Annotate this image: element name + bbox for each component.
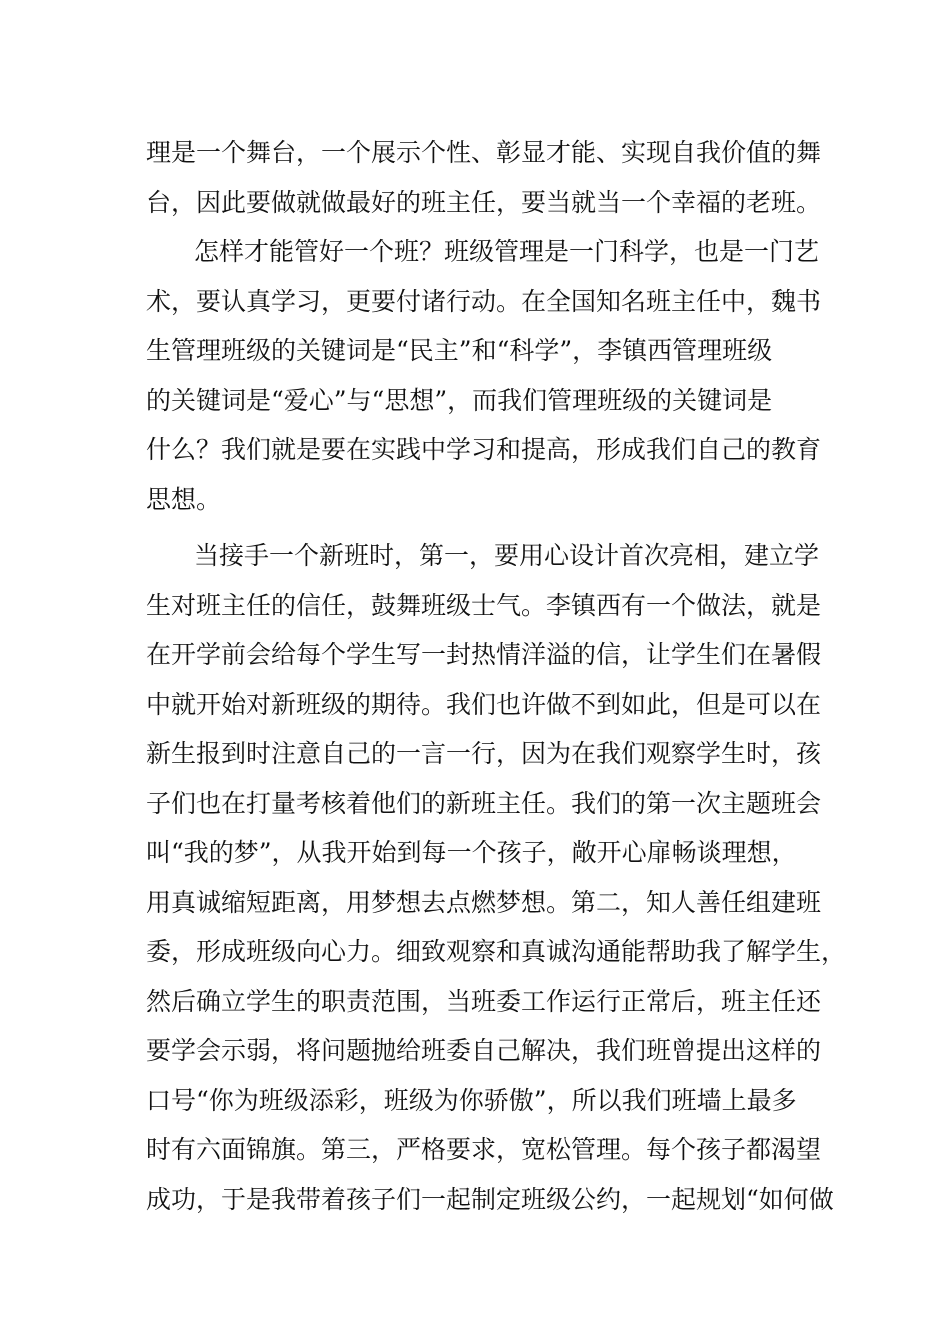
text-line: 的关键词是“爱心”与“思想”，而我们管理班级的关键词是 [146,385,773,415]
text-line: 委，形成班级向心力。细致观察和真诚沟通能帮助我了解学生， [146,937,847,966]
text-line: 叫“我的梦”，从我开始到每一个孩子，敞开心扉畅谈理想， [146,838,797,867]
text-line: 在开学前会给每个学生写一封热情洋溢的信，让学生们在暑假 [146,640,822,669]
paragraph-start-line: 当接手一个新班时，第一，要用心设计首次亮相，建立学 [194,541,820,570]
text-line: 然后确立学生的职责范围，当班委工作运行正常后，班主任还 [146,986,822,1016]
text-line: 台，因此要做就做最好的班主任，要当就当一个幸福的老班。 [146,187,822,217]
body-text [146,128,847,1224]
text-line: 成功，于是我带着孩子们一起制定班级公约，一起规划“如何做 [146,1184,834,1214]
text-line: 生管理班级的关键词是“民主”和“科学”，李镇西管理班级 [146,336,773,365]
text-line: 子们也在打量考核着他们的新班主任。我们的第一次主题班会 [146,788,822,818]
paragraph-start-line: 怎样才能管好一个班？班级管理是一门科学，也是一门艺 [194,237,820,266]
text-line: 新生报到时注意自己的一言一行，因为在我们观察学生时，孩 [146,739,822,768]
text-line: 理是一个舞台，一个展示个性、彰显才能、实现自我价值的舞 [146,138,822,167]
text-line: 术，要认真学习，更要付诸行动。在全国知名班主任中，魏书 [146,286,822,316]
text-line: 要学会示弱，将问题抛给班委自己解决，我们班曾提出这样的 [146,1036,822,1065]
text-line: 思想。 [146,484,222,514]
text-line: 用真诚缩短距离，用梦想去点燃梦想。第二，知人善任组建班 [146,887,822,917]
text-line: 时有六面锦旗。第三，严格要求，宽松管理。每个孩子都渴望 [146,1135,822,1164]
text-line: 生对班主任的信任，鼓舞班级士气。李镇西有一个做法，就是 [146,590,822,620]
text-line: 中就开始对新班级的期待。我们也许做不到如此，但是可以在 [146,689,822,719]
text-line: 口号“你为班级添彩，班级为你骄傲”，所以我们班墙上最多 [146,1085,797,1115]
text-line: 什么？我们就是要在实践中学习和提高，形成我们自己的教育 [146,435,822,464]
